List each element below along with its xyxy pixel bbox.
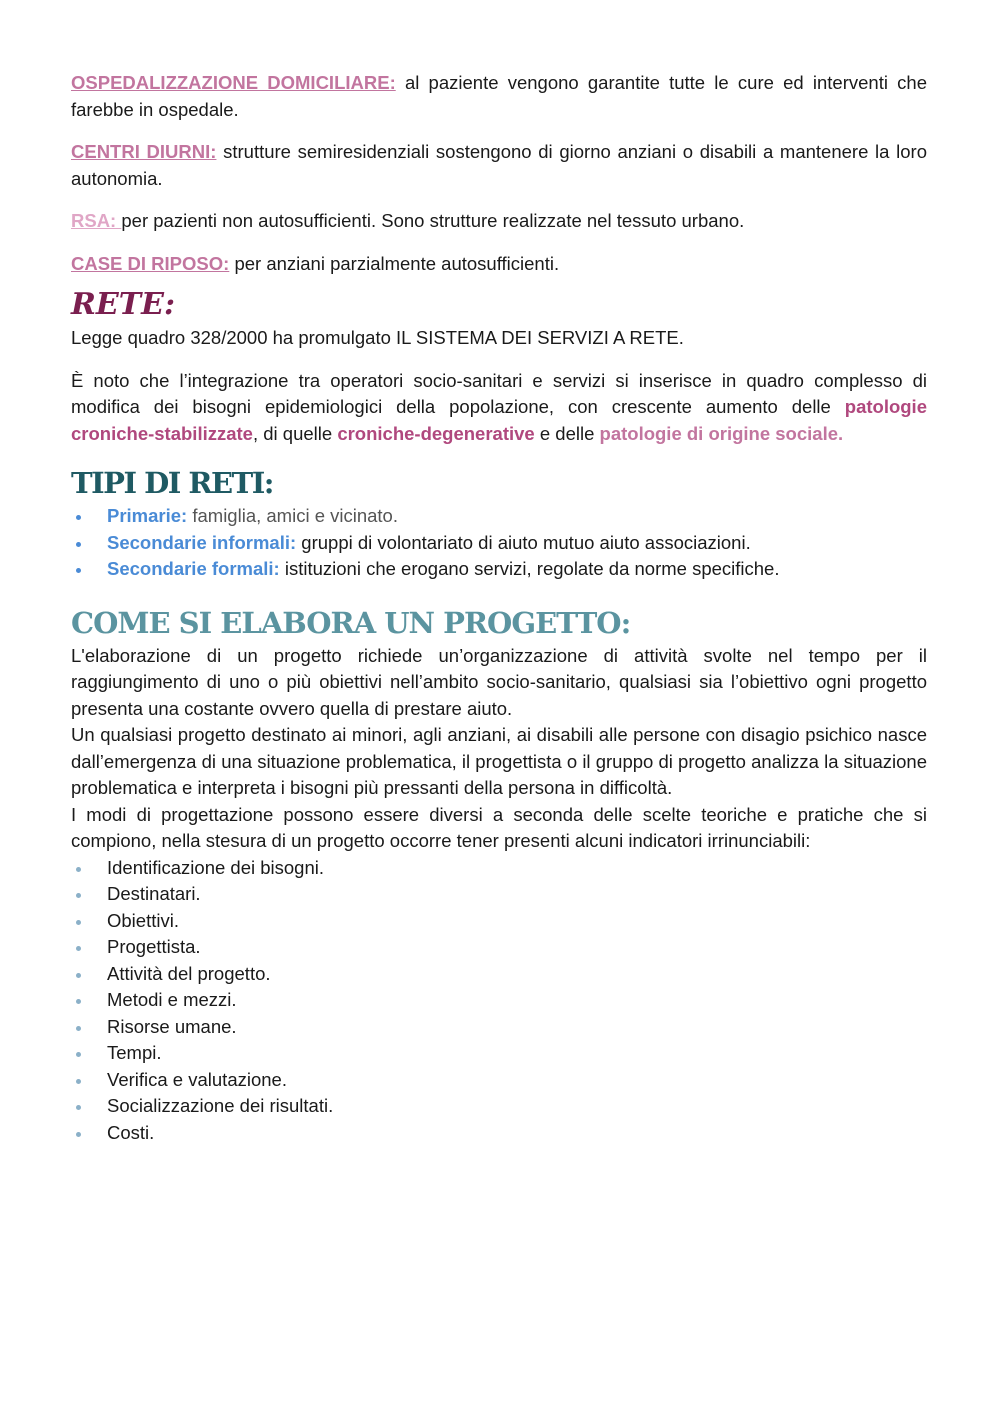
- list-item-text: Identificazione dei bisogni.: [107, 856, 325, 878]
- list-item-text: Costi.: [107, 1121, 155, 1143]
- text-run: È noto che l’integrazione tra operatori socio-sanitari e servizi si inserisce in quadro complesso di modifica dei bisogni epidemiologici della popolazione, con crescente aumento delle: [71, 369, 927, 417]
- list-item-text: Obiettivi.: [107, 909, 179, 931]
- highlight-croniche-stabilizzate: patologie croniche-stabilizzate: [71, 396, 927, 444]
- progetto-paragraph-1: L'elaborazione di un progetto richiede un’organizzazione di attività svolte nel tempo per il raggiungimento di uno o più obiettivi nell’ambito socio-sanitario, qualsiasi sia l’obiettivo ogni progetto presenta una costante ovvero quella di prestare aiuto.: [71, 644, 927, 719]
- list-item: [71, 1040, 927, 1067]
- bullet-icon: [76, 568, 81, 573]
- list-item-text: famiglia, amici e vicinato.: [187, 505, 398, 526]
- definition-term: RSA:: [71, 210, 122, 231]
- list-item: [71, 556, 927, 583]
- highlight-origine-sociale: patologie di origine sociale.: [599, 422, 844, 444]
- list-item-text: istituzioni che erogano servizi, regolate da norme specifiche.: [279, 558, 780, 579]
- definition-text: strutture semiresidenziali sostengono di giorno anziani o disabili a mantenere la loro autonomia.: [71, 141, 927, 189]
- bullet-icon: [76, 1105, 81, 1110]
- bullet-icon: [76, 920, 81, 925]
- list-item-text: Tempi.: [107, 1042, 162, 1063]
- highlight-croniche-degenerative: croniche-degenerative: [337, 422, 535, 444]
- list-item: [71, 530, 927, 557]
- rete-paragraph-legge: Legge quadro 328/2000 ha promulgato IL SISTEMA DEI SERVIZI A RETE.: [71, 327, 684, 348]
- bullet-icon: [76, 1026, 81, 1031]
- heading-come-si-elabora: COME SI ELABORA UN PROGETTO:: [71, 605, 631, 640]
- progetto-paragraph-2: Un qualsiasi progetto destinato ai minori, agli anziani, ai disabili alle persone con disagio psichico nasce dall’emergenza di una situazione problematica, il progettista o il gruppo di progetto analizza la situazione problematica e interpreta i bisogni più pressanti della persona in difficoltà.: [71, 724, 927, 798]
- list-item: [71, 855, 927, 882]
- list-item-text: Verifica e valutazione.: [107, 1068, 287, 1090]
- definition-text: per anziani parzialmente autosufficienti.: [229, 252, 560, 274]
- list-item: [71, 1120, 927, 1147]
- heading-rete: RETE:: [71, 287, 176, 322]
- list-item-label: Secondarie formali:: [107, 558, 280, 579]
- bullet-icon: [76, 1079, 81, 1084]
- definition-term: OSPEDALIZZAZIONE DOMICILIARE:: [71, 72, 396, 93]
- bullet-icon: [76, 946, 81, 951]
- list-item: [71, 908, 927, 935]
- list-item: [71, 1014, 927, 1041]
- progetto-paragraph-3: I modi di progettazione possono essere diversi a seconda delle scelte teoriche e pratiche che si compiono, nella stesura di un progetto occorre tener presenti alcuni indicatori irrinunciabili:: [71, 803, 927, 851]
- definition-text: al paziente vengono garantite tutte le cure ed interventi che farebbe in ospedale.: [71, 72, 927, 120]
- heading-tipi-di-reti: TIPI DI RETI:: [71, 466, 273, 500]
- definition-rsa: [71, 208, 927, 235]
- definition-case-di-riposo: [71, 251, 927, 278]
- list-item: [71, 1093, 927, 1120]
- indicatori-list: [71, 855, 927, 1147]
- list-item-text: Metodi e mezzi.: [107, 989, 237, 1010]
- list-item-text: Progettista.: [107, 936, 201, 957]
- list-item-text: Socializzazione dei risultati.: [107, 1095, 334, 1116]
- list-item-label: Primarie:: [107, 505, 188, 526]
- bullet-icon: [76, 542, 81, 547]
- list-item-text: Destinatari.: [107, 883, 201, 904]
- text-run: , di quelle: [252, 422, 338, 444]
- definition-text: per pazienti non autosufficienti. Sono strutture realizzate nel tessuto urbano.: [121, 210, 745, 231]
- bullet-icon: [76, 973, 81, 978]
- tipi-di-reti-list: [71, 503, 927, 583]
- text-run: e delle: [534, 422, 600, 444]
- list-item-text: Attività del progetto.: [107, 962, 271, 984]
- list-item: [71, 881, 927, 908]
- rete-paragraph-integrazione: [71, 368, 927, 448]
- list-item: [71, 934, 927, 961]
- definition-ospedalizzazione: [71, 70, 927, 123]
- bullet-icon: [76, 1132, 81, 1137]
- bullet-icon: [76, 867, 81, 872]
- bullet-icon: [76, 1052, 81, 1057]
- page-content: [71, 70, 927, 1146]
- bullet-icon: [76, 999, 81, 1004]
- list-item: [71, 503, 927, 530]
- definition-term: CENTRI DIURNI:: [71, 141, 217, 162]
- bullet-icon: [76, 515, 81, 520]
- list-item-label: Secondarie informali:: [107, 531, 297, 553]
- definition-term: CASE DI RIPOSO:: [71, 252, 230, 274]
- list-item-text: gruppi di volontariato di aiuto mutuo aiuto associazioni.: [296, 531, 751, 553]
- bullet-icon: [76, 893, 81, 898]
- list-item: [71, 987, 927, 1014]
- list-item-text: Risorse umane.: [107, 1015, 237, 1037]
- list-item: [71, 1067, 927, 1094]
- list-item: [71, 961, 927, 988]
- definition-centri-diurni: [71, 139, 927, 192]
